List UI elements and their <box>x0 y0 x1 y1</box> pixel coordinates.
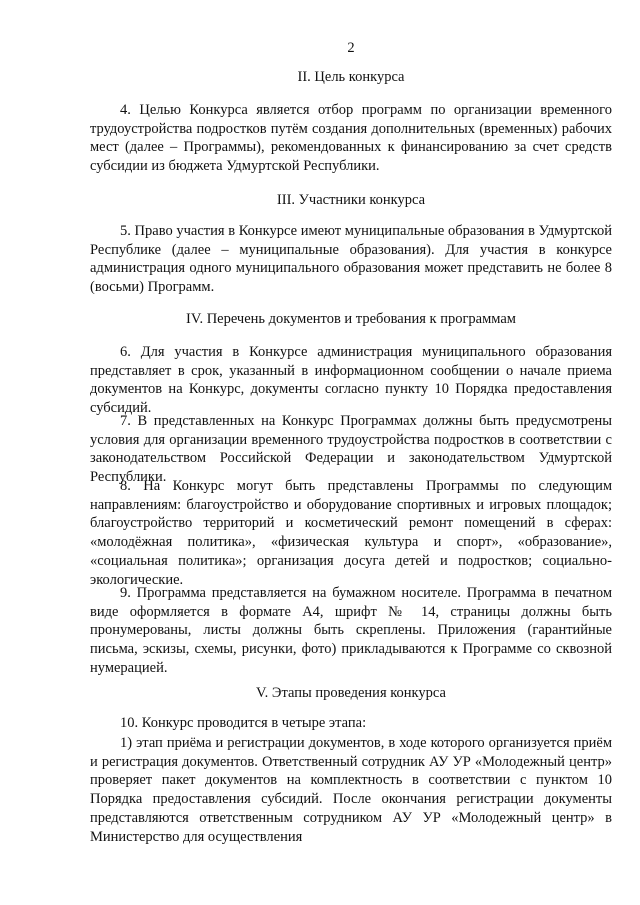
section-heading-participants: III. Участники конкурса <box>276 192 426 208</box>
paragraph-5: 5. Право участия в Конкурсе имеют муниципальные образования в Удмуртской Республике (далее – муниципальные образования). Для участия в конкурсе администрация одного муниципального образования может представить не более 8 (восьми) Программ. <box>90 223 612 296</box>
paragraph-7: 7. В представленных на Конкурс Программах должны быть предусмотрены условия для организации временного трудоустройства подростков в соответствии с законодательством Российской Федерации и законодательством Удмуртской Республики. <box>90 413 612 486</box>
paragraph-6: 6. Для участия в Конкурсе администрация муниципального образования представляет в срок, указанный в информационном сообщении о начале приема документов на Конкурс, документы согласно пункту 10 Порядка предоставления субсидий. <box>90 344 612 417</box>
section-heading-stages: V. Этапы проведения конкурса <box>256 685 446 701</box>
paragraph-10-1: 1) этап приёма и регистрации документов, в ходе которого организуется приём и регистрация документов. Ответственный сотрудник АУ УР «Молодежный центр» проверяет пакет документов на комплектность в соответствии с пунктом 10 Порядка предоставления субсидий. После окончания регистрации документы представляются ответственным сотрудником АУ УР «Молодежный центр» в Министерство для осуществления <box>90 735 612 845</box>
paragraph-9: 9. Программа представляется на бумажном носителе. Программа в печатном виде оформляется в формате А4, шрифт № 14, страницы должны быть пронумерованы, листы должны быть скреплены. Приложения (гарантийные письма, эскизы, схемы, рисунки, фото) прикладываются к Программе со сквозной нумерацией. <box>90 585 612 676</box>
section-heading-goal: II. Цель конкурса <box>297 69 405 85</box>
section-heading-documents: IV. Перечень документов и требования к программам <box>186 311 516 327</box>
paragraph-4: 4. Целью Конкурса является отбор программ по организации временного трудоустройства подростков путём создания дополнительных (временных) рабочих мест (далее – Программы), рекомендованных к финансированию за счет средств субсидии из бюджета Удмуртской Республики. <box>90 102 612 175</box>
paragraph-10: 10. Конкурс проводится в четыре этапа: <box>120 715 367 731</box>
page-number: 2 <box>347 40 355 56</box>
paragraph-8: 8. На Конкурс могут быть представлены Программы по следующим направлениям: благоустройство и оборудование спортивных и игровых площадок; благоустройство территорий и косметический ремонт помещений в сферах: «молодёжная политика», «физическая культура и спорт», «образование», «социальная политика»; организация досуга детей и подростков; социально-экологические. <box>90 478 612 588</box>
